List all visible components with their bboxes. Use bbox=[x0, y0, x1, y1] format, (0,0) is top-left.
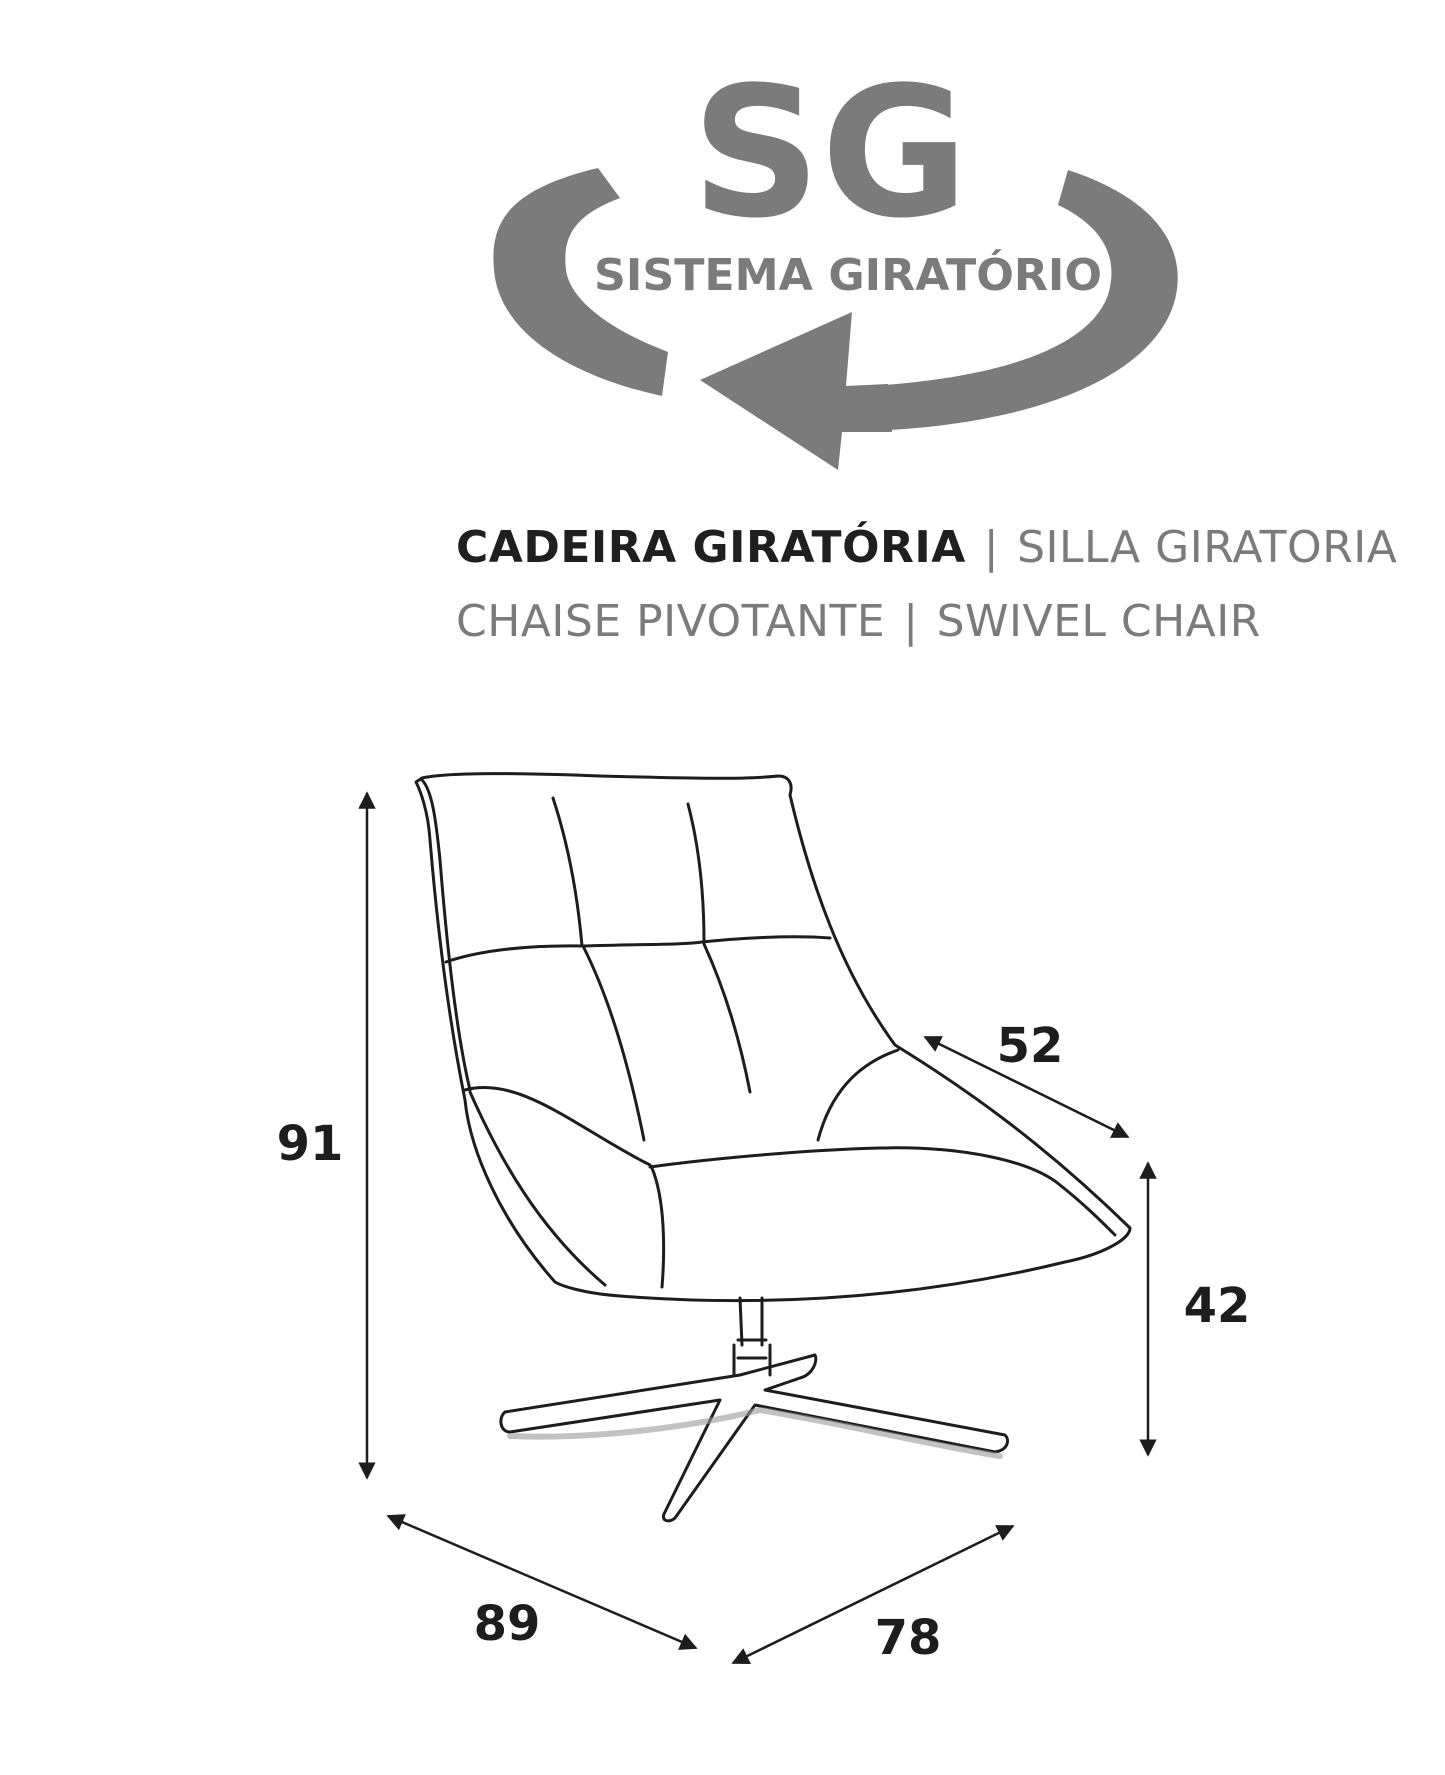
title-pt: CADEIRA GIRATÓRIA bbox=[456, 522, 966, 573]
logo-system-name: SISTEMA GIRATÓRIO bbox=[594, 250, 1100, 301]
chair-seat bbox=[650, 1148, 1115, 1235]
chair-tuft-line bbox=[704, 944, 750, 1092]
chair-seat-front bbox=[652, 1168, 664, 1287]
chair-tuft-line bbox=[688, 804, 704, 942]
title-fr: CHAISE PIVOTANTE bbox=[456, 596, 886, 647]
chair-tuft-line bbox=[584, 948, 644, 1140]
dimension-seat-height-label: 42 bbox=[1183, 1278, 1251, 1334]
chair-tuft-line bbox=[553, 798, 582, 946]
dimension-width-label: 89 bbox=[473, 1596, 541, 1652]
title-en: SWIVEL CHAIR bbox=[936, 596, 1261, 647]
chair-tuft-line bbox=[446, 937, 830, 962]
chair-tuft-line bbox=[465, 1087, 650, 1165]
chair-base-shadow bbox=[510, 1410, 1000, 1456]
chair-side bbox=[470, 1092, 605, 1285]
dimension-seat-depth-label: 52 bbox=[996, 1018, 1064, 1074]
chair-armrest bbox=[818, 1050, 898, 1140]
dimension-arrows bbox=[367, 793, 1148, 1666]
title-es: SILLA GIRATORIA bbox=[1017, 522, 1398, 573]
dimension-depth-label: 78 bbox=[874, 1610, 942, 1666]
dimension-height-label: 91 bbox=[276, 1116, 344, 1172]
chair-stem bbox=[734, 1298, 770, 1375]
logo-monogram: SG bbox=[691, 49, 969, 258]
title-separator: | bbox=[983, 522, 1000, 573]
chair-outline bbox=[416, 774, 1130, 1521]
title-separator: | bbox=[903, 596, 919, 647]
